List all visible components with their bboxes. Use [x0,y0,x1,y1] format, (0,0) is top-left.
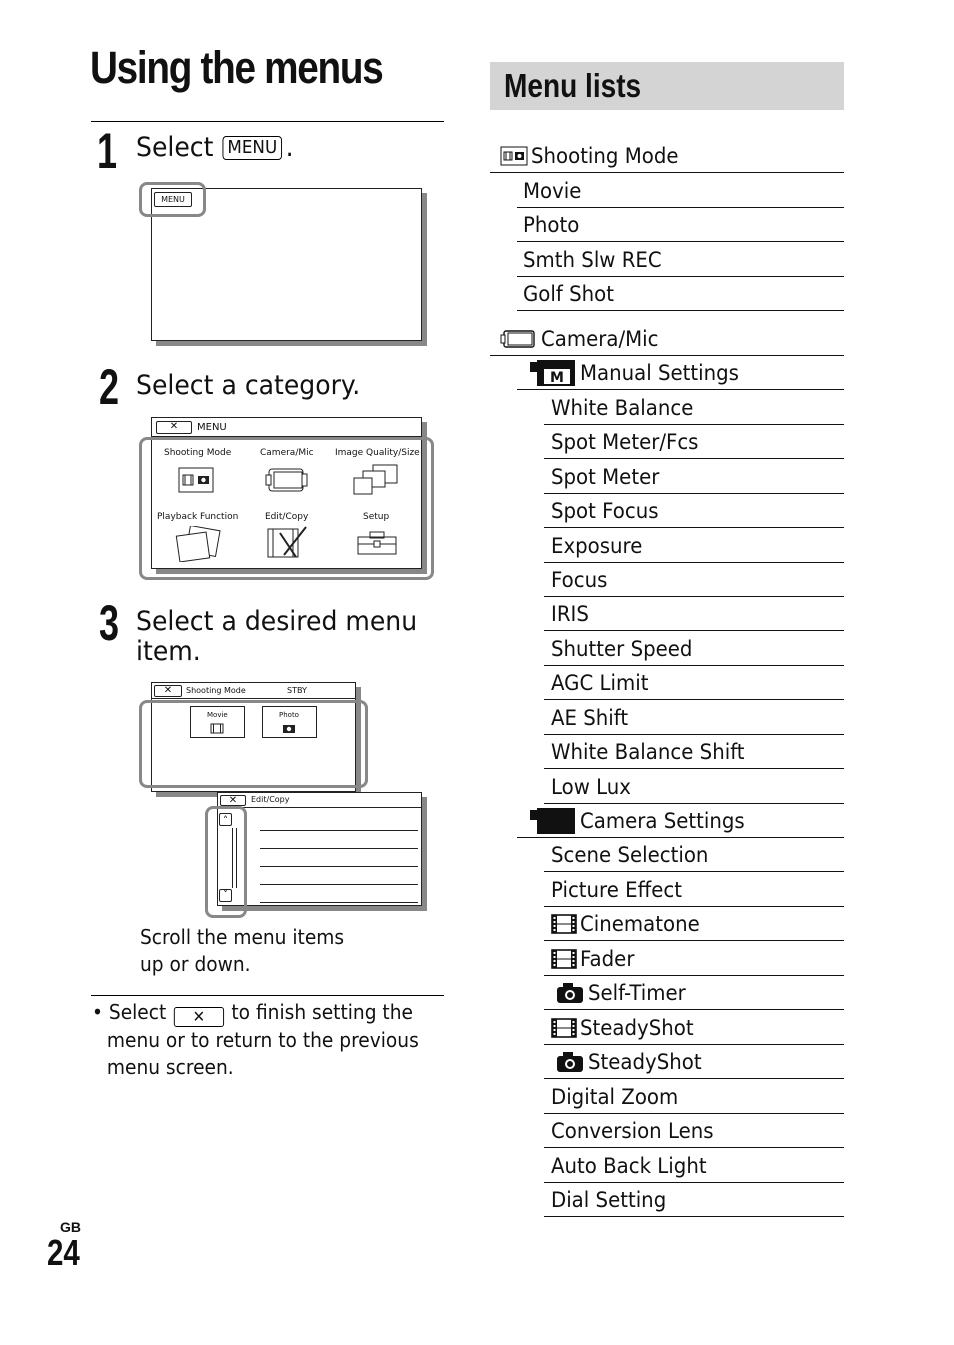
film-icon [551,1017,577,1039]
note-line-1: to finish setting the [231,1000,413,1024]
menu-row [544,976,844,1010]
note-bullet: • [92,1000,103,1024]
menu-row-label: Spot Meter [551,464,660,489]
menu-row [544,391,844,425]
menu-row-label: Cinematone [580,911,700,936]
menu-row [544,701,844,735]
menu-row-label: Dial Setting [551,1187,667,1212]
playback-function-icon [174,526,224,562]
menu-row-label: Scene Selection [551,842,709,867]
step-3-text-line2: item. [136,636,201,667]
menu-button-illustration: MENU [154,192,192,207]
menu-row-label: Shooting Mode [531,143,679,168]
menu-row-label: AGC Limit [551,670,649,695]
step-3-text-line1: Select a desired menu [136,606,418,637]
menu-row [544,770,844,804]
menu-row-label: Photo [523,212,580,237]
scroll-caption [140,924,344,978]
scroll-highlight-frame [205,806,247,918]
menu-row-label: Camera/Mic [541,326,659,351]
item-screen-header: Shooting Mode [186,686,246,695]
menu-row-label: Camera Settings [580,808,745,833]
edit-header-divider [217,807,422,808]
menu-row-label: Smth Slw REC [523,247,662,272]
note-divider [91,995,444,996]
menu-row-label: Focus [551,567,608,592]
menu-row [544,563,844,597]
close-icon: ✕ [156,421,192,434]
category-playback-label: Playback Function [157,512,239,522]
step-3-number: 3 [99,595,120,651]
step-1-number: 1 [97,123,118,179]
menu-row-label: Auto Back Light [551,1153,707,1178]
edit-copy-icon [266,525,308,559]
note-line-3: menu screen. [106,1055,234,1079]
menu-row [490,322,844,356]
image-quality-icon [353,464,399,496]
menu-row-label: Conversion Lens [551,1118,714,1143]
menu-row-label: Exposure [551,533,643,558]
camera-mic-icon [265,466,309,494]
menu-row [544,425,844,459]
menu-row-label: Low Lux [551,774,632,799]
menu-row [517,243,844,277]
camera-settings-icon [529,806,577,836]
menu-row [544,597,844,631]
shooting-mode-icon [500,146,528,166]
menu-row-label: Self-Timer [588,980,686,1005]
menu-row-label: Manual Settings [580,360,739,385]
menu-row-label: Fader [580,946,635,971]
step-2-number: 2 [99,359,120,415]
scroll-up-button[interactable]: ˄ [219,813,232,826]
title-divider [91,121,444,122]
movie-item-label: Movie [207,711,228,719]
menu-row [517,804,844,838]
menu-row [517,208,844,242]
menu-row [544,1011,844,1045]
page-title: Using the menus [90,42,383,93]
menu-key-icon: MENU [223,136,282,160]
caption-line-2: up or down. [140,952,251,976]
menu-row [544,494,844,528]
page-number: 24 [47,1232,80,1273]
edit-screen-close-icon: ✕ [220,795,246,806]
menu-row [544,1045,844,1079]
category-screen-header: MENU [197,422,227,433]
category-setup-label: Setup [363,512,390,522]
menu-row [544,1080,844,1114]
step-1-period: . [285,132,294,163]
item-screen-close-icon: ✕ [154,685,182,697]
caption-line-1: Scroll the menu items [140,925,345,949]
menu-row-label: AE Shift [551,705,629,730]
menu-row [544,873,844,907]
svg-text:M: M [550,369,564,386]
menu-row [544,838,844,872]
menu-row [490,139,844,173]
menu-row-label: Golf Shot [523,281,614,306]
category-edit-copy-label: Edit/Copy [265,512,309,522]
step-1-label: Select [136,132,214,163]
menu-lists-header [490,62,844,110]
menu-row-label: SteadyShot [580,1015,694,1040]
menu-row-label: Digital Zoom [551,1084,679,1109]
item-header-divider [151,698,356,699]
film-icon [551,913,577,935]
photo-item-label: Photo [279,711,299,719]
category-camera-mic-label: Camera/Mic [260,448,314,458]
menu-row [544,1114,844,1148]
menu-row-label: IRIS [551,601,589,626]
menu-row-label: Spot Focus [551,498,659,523]
item-highlight-frame [139,700,368,788]
language-code: GB [60,1219,81,1235]
manual-settings-icon [529,358,577,388]
menu-row-label: Spot Meter/Fcs [551,429,699,454]
menu-row [544,907,844,941]
menu-row [544,529,844,563]
menu-row-label: White Balance [551,395,694,420]
menu-lists-title: Menu lists [504,67,642,104]
step-2-text: Select a category. [136,370,361,401]
menu-row-label: Picture Effect [551,877,682,902]
setup-toolbox-icon [356,530,398,556]
edit-screen-header: Edit/Copy [251,795,290,804]
menu-row [544,1149,844,1183]
close-key-icon: ✕ [174,1007,224,1027]
note-line-2: menu or to return to the previous [106,1028,419,1052]
menu-row [517,174,844,208]
menu-row [544,460,844,494]
photo-camera-icon [555,1050,585,1074]
camera-mic-icon [500,328,538,350]
note-text [92,999,445,1081]
menu-row [517,277,844,311]
step-1-text [136,133,294,163]
menu-row [544,942,844,976]
category-image-quality-label: Image Quality/Size [335,448,420,458]
menu-row [544,666,844,700]
menu-row-label: White Balance Shift [551,739,745,764]
menu-row-label: Shutter Speed [551,636,693,661]
photo-camera-icon [555,981,585,1005]
item-screen-status: STBY [287,686,307,695]
note-select: Select [108,1000,167,1024]
shooting-mode-icon [178,467,214,493]
scroll-down-button[interactable]: ˅ [219,889,232,902]
menu-row [517,356,844,390]
menu-row [544,632,844,666]
category-shooting-mode-label: Shooting Mode [164,448,232,458]
menu-row-label: SteadyShot [588,1049,702,1074]
menu-row-label: Movie [523,178,582,203]
film-icon [551,948,577,970]
menu-row [544,735,844,769]
menu-row [544,1183,844,1217]
edit-list-rows [260,813,418,903]
